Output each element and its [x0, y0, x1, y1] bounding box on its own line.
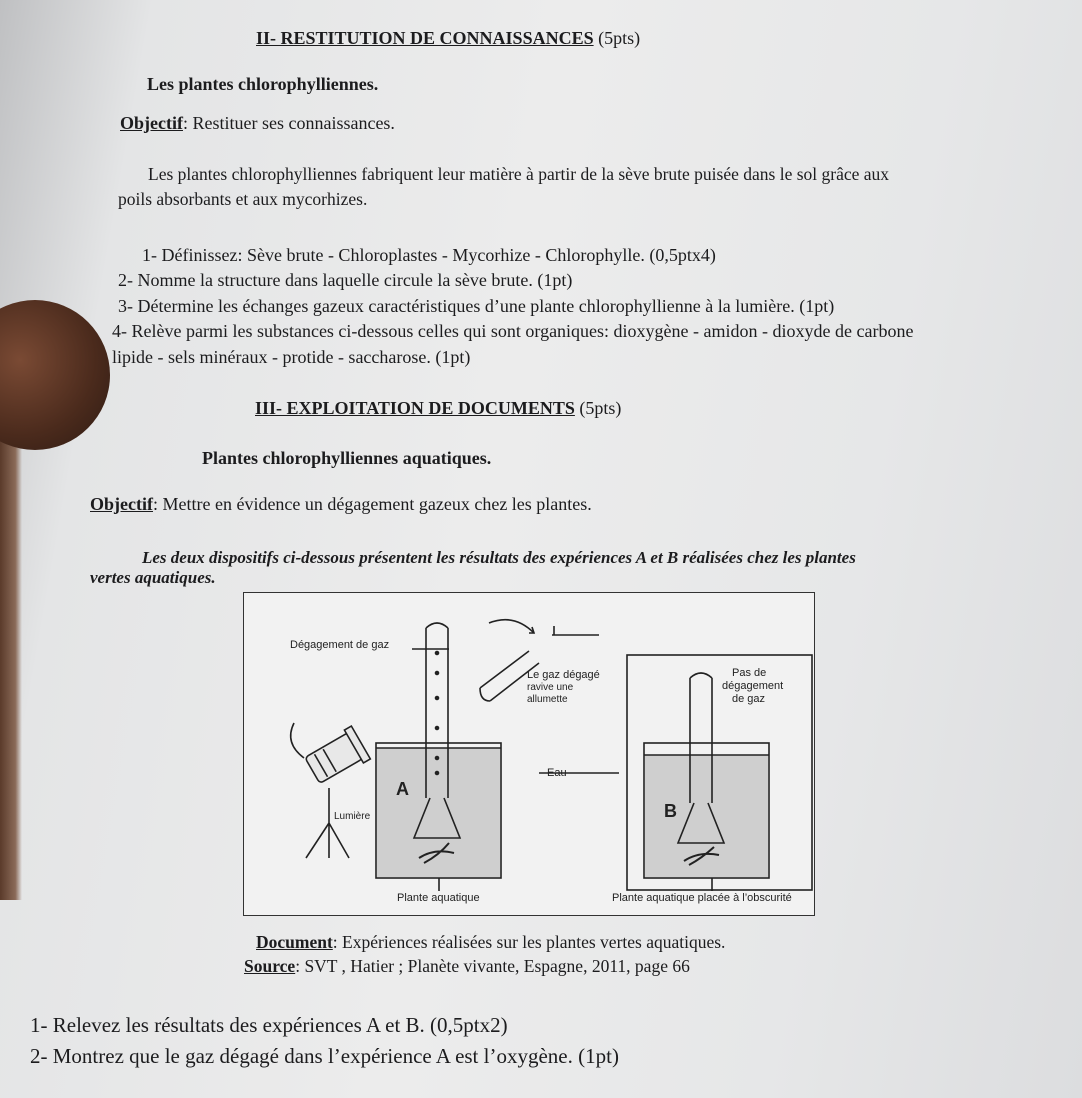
- section2-question-1: 1- Définissez: Sève brute - Chloroplastes - Mycorhize - Chlorophylle. (0,5ptx4): [142, 245, 716, 265]
- lamp-cable: [291, 723, 304, 758]
- document-caption-label: Document: [256, 932, 333, 952]
- section3-heading-line: [255, 397, 621, 419]
- label-no-gas-1: Pas de: [732, 667, 767, 679]
- lamp: [303, 726, 370, 787]
- document-source: [244, 955, 690, 977]
- label-plant-b: Plante aquatique placée à l’obscurité: [612, 892, 792, 904]
- document-caption-text: : Expériences réalisées sur les plantes vertes aquatiques.: [332, 932, 726, 952]
- section2-subtitle: Les plantes chlorophylliennes.: [147, 74, 379, 94]
- section3-objective-text: : Mettre en évidence un dégagement gazeux chez les plantes.: [152, 494, 592, 514]
- section2-question-2: 2- Nomme la structure dans laquelle circule la sève brute. (1pt): [118, 270, 573, 290]
- label-plant-a: Plante aquatique: [397, 892, 480, 904]
- label-experiment-a: A: [396, 779, 409, 799]
- section2-question-3: 3- Détermine les échanges gazeux caractéristiques d’une plante chlorophyllienne à la lumière. (1pt): [118, 296, 835, 316]
- label-gas-release: Dégagement de gaz: [290, 639, 390, 651]
- section2-heading-line: [256, 27, 640, 49]
- label-gas-revives-1: Le gaz dégagé: [527, 669, 600, 681]
- label-water: Eau: [547, 767, 567, 779]
- section2-question-4-line2: lipide - sels minéraux - protide - saccharose. (1pt): [112, 347, 471, 367]
- document-source-label: Source: [244, 956, 296, 976]
- label-gas-revives-3: allumette: [527, 694, 568, 705]
- label-no-gas-2: dégagement: [722, 680, 784, 692]
- section2-points: (5pts): [598, 28, 641, 48]
- document-caption: [256, 931, 725, 953]
- label-light: Lumière: [334, 811, 371, 822]
- section3-points: (5pts): [579, 398, 622, 418]
- section3-objective: [90, 493, 592, 515]
- section3-intro-line2: vertes aquatiques.: [90, 568, 216, 587]
- experiment-figure: [243, 592, 815, 916]
- exercise3-question-1: 1- Relevez les résultats des expériences A et B. (0,5ptx2): [30, 1013, 508, 1037]
- lamp-stand: [306, 788, 349, 858]
- section2-objective-text: : Restituer ses connaissances.: [182, 113, 395, 133]
- section2-intro-line2: poils absorbants et aux mycorhizes.: [118, 189, 368, 209]
- label-gas-revives-2: ravive une: [527, 682, 574, 693]
- water-a: [377, 748, 500, 877]
- section2-question-4-line1: 4- Relève parmi les substances ci-dessous celles qui sont organiques: dioxygène - amidon - dioxyde de carbone: [112, 321, 914, 341]
- section3-objective-label: Objectif: [90, 494, 153, 514]
- exercise3-question-2: 2- Montrez que le gaz dégagé dans l’expérience A est l’oxygène. (1pt): [30, 1044, 619, 1068]
- section2-intro-line1: Les plantes chlorophylliennes fabriquent leur matière à partir de la sève brute puisée dans le sol grâce aux: [148, 164, 890, 184]
- label-no-gas-3: de gaz: [732, 693, 766, 705]
- section3-subtitle: Plantes chlorophylliennes aquatiques.: [202, 448, 492, 468]
- document-source-text: : SVT , Hatier ; Planète vivante, Espagne, 2011, page 66: [295, 956, 690, 976]
- section3-heading: III- EXPLOITATION DE DOCUMENTS: [255, 398, 575, 418]
- section2-heading: II- RESTITUTION DE CONNAISSANCES: [256, 28, 594, 48]
- section2-objective: [120, 112, 395, 134]
- label-experiment-b: B: [664, 801, 677, 821]
- section3-intro-line1: Les deux dispositifs ci-dessous présentent les résultats des expériences A et B réalisées chez les plantes: [142, 548, 856, 567]
- section2-objective-label: Objectif: [120, 113, 183, 133]
- hand-edge: [0, 420, 22, 900]
